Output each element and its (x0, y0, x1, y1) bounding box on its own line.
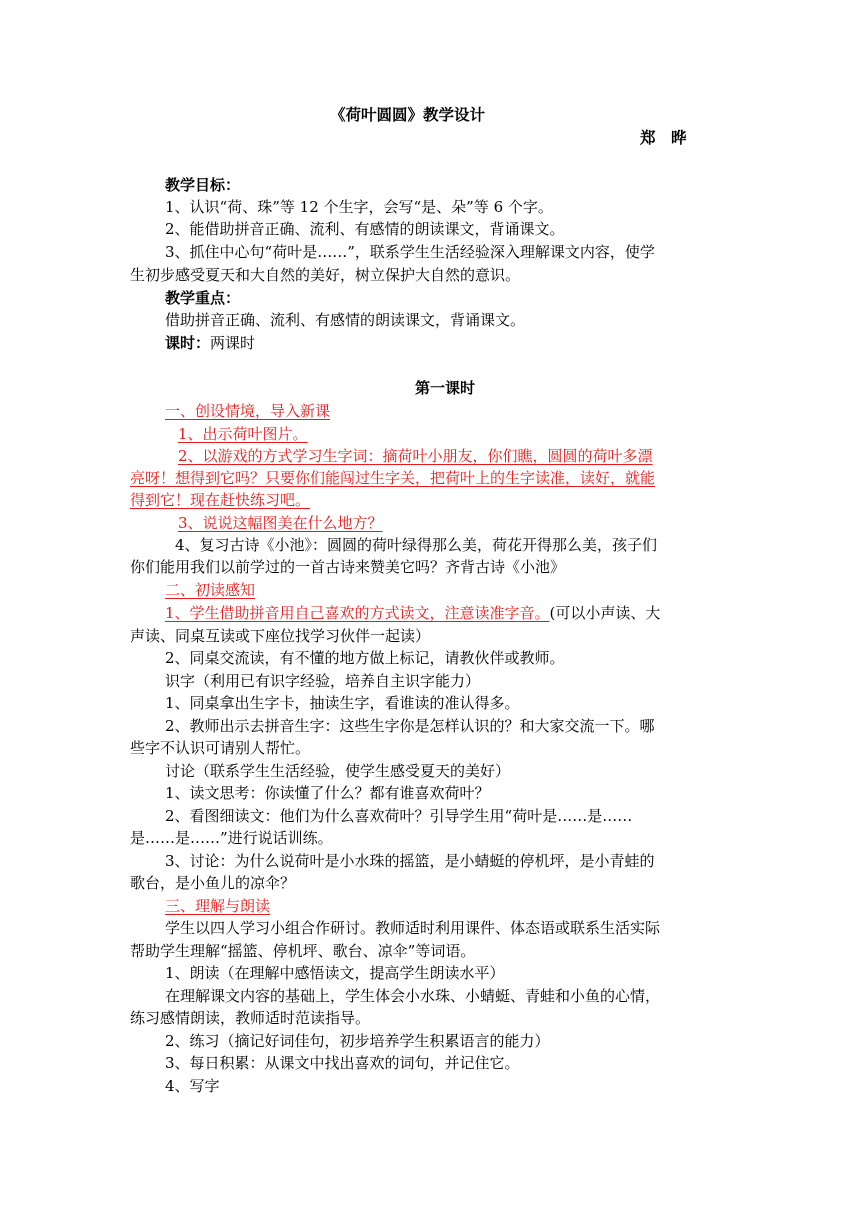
section-line: 3、每日积累：从课文中找出喜欢的词句，并记住它。 (165, 1054, 520, 1072)
period-label: 课时： (165, 334, 211, 352)
section-line (130, 603, 660, 623)
section-line: 学生以四人学习小组合作研讨。教师适时利用课件、体态语或联系生活实际 (165, 919, 661, 937)
section-line: 3、讨论：为什么说荷叶是小水珠的摇篮，是小蜻蜓的停机坪，是小青蛙的 (165, 852, 655, 870)
section-line: 你们能用我们以前学过的一首古诗来赞美它吗？齐背古诗《小池》 (130, 558, 566, 576)
section-line (130, 446, 653, 466)
section-line: 歌台，是小鱼儿的凉伞？ (130, 874, 296, 892)
period-line (165, 333, 255, 353)
section-line-text: 2、以游戏的方式学习生字词：摘荷叶小朋友，你们瞧，圆圆的荷叶多漂 (178, 447, 653, 465)
section-line (130, 424, 730, 444)
section-line-text: 3、说说这幅图美在什么地方？ (178, 514, 383, 532)
objective-item: 3、抓住中心句“荷叶是……”，联系学生生活经验深入理解课文内容，使学 (165, 243, 655, 261)
section-line: 2、看图细读文：他们为什么喜欢荷叶？引导学生用“荷叶是……是…… (165, 807, 633, 825)
section-line: 声读、同桌互读或下座位找学习伙伴一起读） (130, 627, 431, 645)
section-line: 识字（利用已有识字经验，培养自主识字能力） (165, 672, 481, 690)
section-line: 些字不认识可请别人帮忙。 (130, 739, 311, 757)
section-line: 1、朗读（在理解中感悟读文，提高学生朗读水平） (165, 964, 505, 982)
section-line: 在理解课文内容的基础上，学生体会小水珠、小蜻蜓、青蛙和小鱼的心情， (165, 987, 661, 1005)
doc-title: 《荷叶圆圆》教学设计 (330, 106, 486, 124)
section-line: 得到它！现在赶快练习吧。 (130, 491, 311, 509)
keypoints-heading: 教学重点： (165, 289, 241, 307)
section-line: 帮助学生理解“摇篮、停机坪、歌台、凉伞”等词语。 (130, 942, 476, 960)
lesson-title: 第一课时 (415, 379, 476, 397)
section-line: 是……是……”进行说话训练。 (130, 829, 333, 847)
section-heading: 二、初读感知 (165, 581, 256, 599)
section-heading: 三、理解与朗读 (165, 897, 271, 915)
author-name: 郑 晔 (640, 129, 687, 147)
section-line: 2、练习（摘记好词佳句，初步培养学生积累语言的能力） (165, 1032, 550, 1050)
objectives-heading: 教学目标： (165, 176, 241, 194)
section-line: 2、教师出示去拼音生字：这些生字你是怎样认识的？和大家交流一下。哪 (165, 717, 655, 735)
objective-item-cont: 生初步感受夏天和大自然的美好，树立保护大自然的意识。 (130, 266, 521, 284)
section-line-text: (可以小声读、大 (549, 604, 661, 622)
period-value: 两课时 (210, 334, 256, 352)
section-line: 讨论（联系学生生活经验，使学生感受夏天的美好） (165, 762, 511, 780)
section-line: 4、写字 (165, 1077, 220, 1095)
objective-item: 2、能借助拼音正确、流利、有感情的朗读课文，背诵课文。 (165, 220, 565, 238)
section-line-text (130, 604, 550, 622)
section-line-text: 1、学生借助拼音用自己喜欢的方式读文，注意读准字音。 (165, 604, 550, 622)
section-line: 4、复习古诗《小池》：圆圆的荷叶绿得那么美，荷花开得那么美，孩子们 (175, 536, 658, 554)
section-line: 1、读文思考：你读懂了什么？都有谁喜欢荷叶？ (165, 784, 490, 802)
section-line: 1、同桌拿出生字卡，抽读生字，看谁读的准认得多。 (165, 694, 520, 712)
section-line (130, 513, 383, 533)
keypoints-text: 借助拼音正确、流利、有感情的朗读课文，背诵课文。 (165, 311, 526, 329)
section-line: 练习感情朗读，教师适时范读指导。 (130, 1009, 371, 1027)
section-heading: 一、创设情境，导入新课 (165, 402, 331, 420)
section-line: 2、同桌交流读，有不懂的地方做上标记，请教伙伴或教师。 (165, 649, 565, 667)
section-line: 亮呀！想得到它吗？只要你们能闯过生字关，把荷叶上的生字读准，读好，就能 (130, 469, 656, 487)
objective-item: 1、认识“荷、珠”等 12 个生字，会写“是、朵”等 6 个字。 (165, 198, 553, 216)
section-line-text: 1、出示荷叶图片。 (178, 425, 308, 443)
